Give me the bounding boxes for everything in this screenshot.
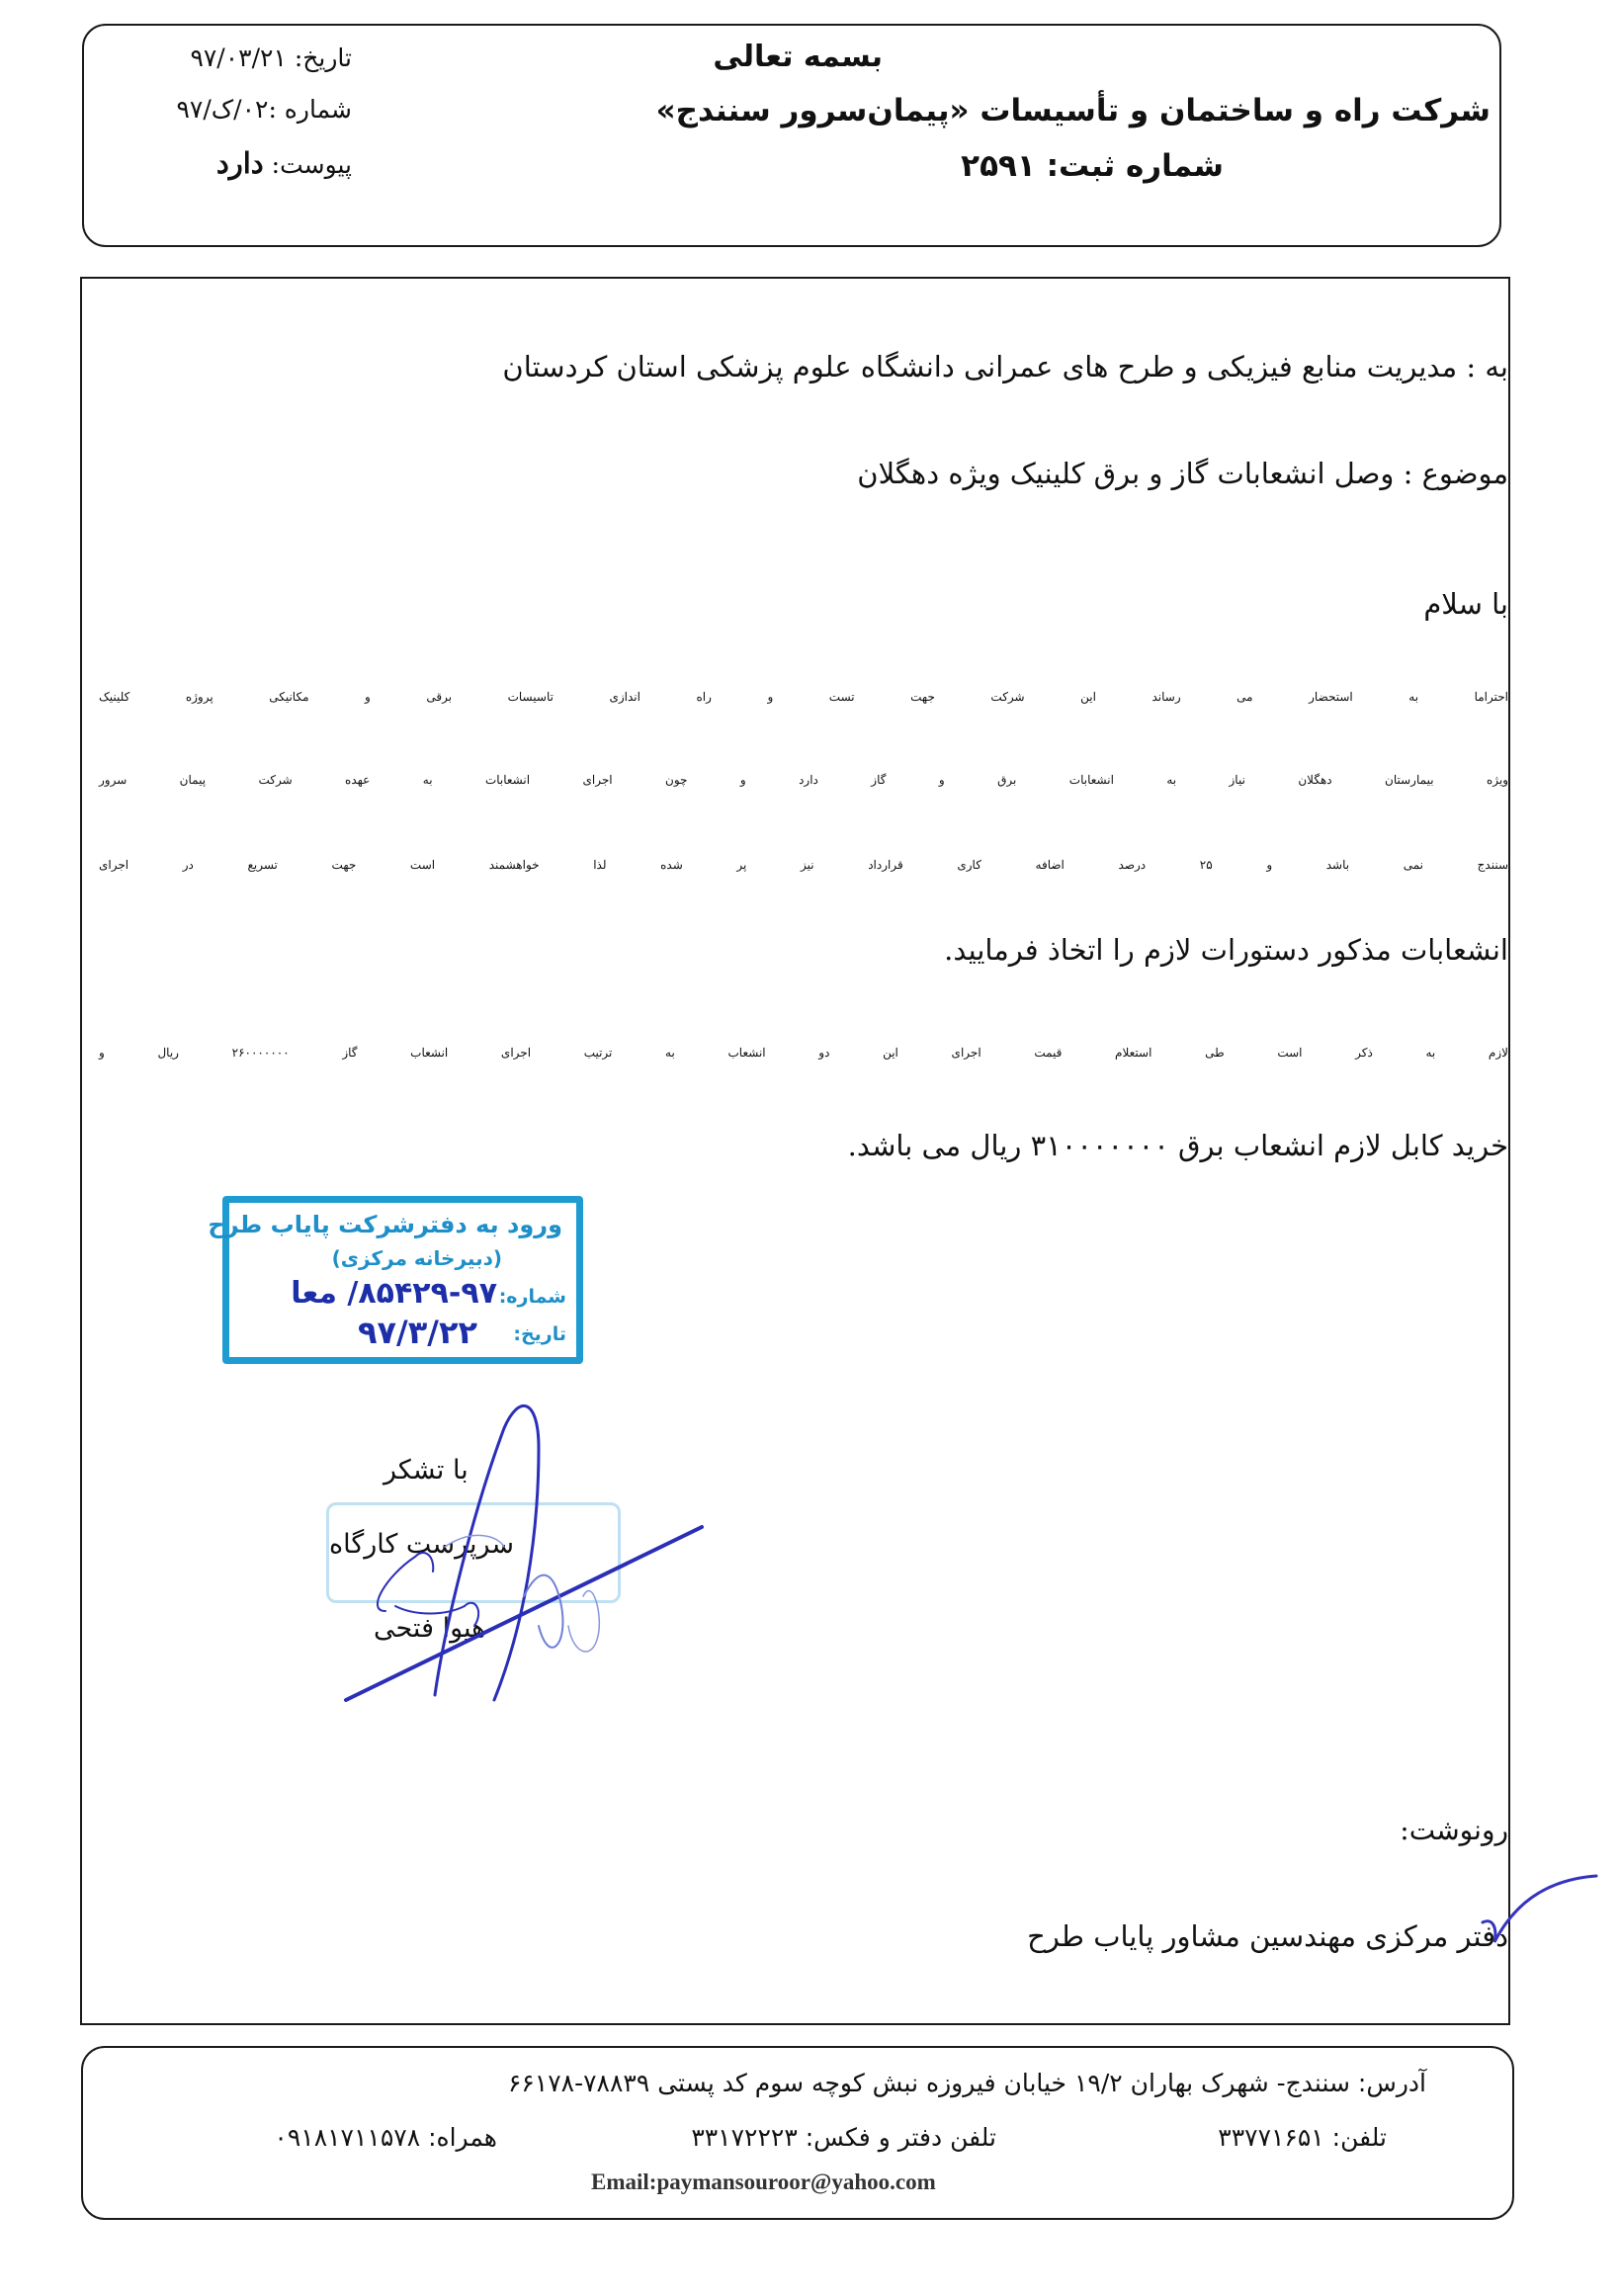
stamp-number-label: شماره: <box>498 1286 566 1308</box>
footer-phone: تلفن: ۳۳۷۷۱۶۵۱ <box>1218 2123 1387 2152</box>
subject-line: موضوع : وصل انشعابات گاز و برق کلینیک ویژه دهگلان <box>857 457 1508 490</box>
checkmark-icon <box>1473 1868 1611 1957</box>
recipient-line: به : مدیریت منابع فیزیکی و طرح های عمرانی دانشگاه علوم پزشکی استان کردستان <box>502 350 1508 383</box>
stamp-subtitle: (دبیرخانه مرکزی) <box>331 1246 502 1270</box>
stamp-date-label: تاریخ: <box>513 1323 566 1345</box>
paragraph1-line: احتراما به استحضار می رساند این شرکت جهت تست و راه اندازی تاسیسات برقی و مکانیکی پروژه کلینیک <box>99 690 1508 704</box>
closing: با تشکر <box>383 1455 469 1486</box>
signer-name: هیوا فتحی <box>374 1613 486 1644</box>
date-line <box>190 43 352 72</box>
receipt-stamp <box>208 1196 583 1364</box>
date-label: تاریخ: <box>294 43 352 72</box>
paragraph1-line: انشعابات مذکور دستورات لازم را اتخاذ فرمایید. <box>944 933 1508 967</box>
company-name: شرکت راه و ساختمان و تأسیسات «پیمان‌سرور سنندج» <box>655 93 1491 128</box>
footer-address: آدرس: سنندج- شهرک بهاران ۱۹/۲ خیابان فیروزه نبش کوچه سوم کد پستی ۷۸۸۳۹-۶۶۱۷۸ <box>507 2069 1426 2097</box>
signature-strokes <box>346 1405 702 1700</box>
greeting: با سلام <box>1423 587 1508 621</box>
paragraph2-line: خرید کابل لازم انشعاب برق ۳۱۰۰۰۰۰۰۰ ریال می باشد. <box>847 1129 1508 1162</box>
registration-number <box>961 148 1224 184</box>
paragraph2-line: لازم به ذکر است طی استعلام قیمت اجرای این دو انشعاب به ترتیب اجرای انشعاب گاز ۲۶۰۰۰۰۰۰۰ ریال و <box>99 1046 1508 1060</box>
paragraph1-line: ویژه بیمارستان دهگلان نیاز به انشعابات برق و گاز دارد و چون اجرای انشعابات به عهده شرکت پیمان سرور <box>99 773 1508 787</box>
date-value: ۹۷/۰۳/۲۱ <box>190 43 287 72</box>
cc-recipient: دفتر مرکزی مهندسین مشاور پایاب طرح <box>1027 1919 1508 1953</box>
stamp-number-value: ۸۵۴۲۹-۹۷/ معا <box>291 1276 497 1311</box>
stamp-date-value: ۹۷/۳/۲۲ <box>357 1314 477 1351</box>
paragraph1-line: سنندج نمی باشد و ۲۵ درصد اضافه کاری قرارداد نیز پر شده لذا خواهشمند است جهت تسریع در اجرای <box>99 858 1508 872</box>
attachment-value: دارد <box>215 146 264 180</box>
invocation: بسمه تعالی <box>713 40 883 74</box>
handwritten-signature <box>326 1389 741 1705</box>
footer-office-phone-fax: تلفن دفتر و فکس: ۳۳۱۷۲۲۲۳ <box>691 2123 996 2152</box>
number-value: ۰۲/ک/۹۷ <box>176 95 269 124</box>
attachment-line <box>216 146 352 180</box>
number-label: شماره : <box>268 95 352 124</box>
attachment-label: پیوست: <box>271 150 352 179</box>
registration-value: ۲۵۹۱ <box>961 148 1036 184</box>
footer-email: Email:paymansouroor@yahoo.com <box>591 2169 936 2194</box>
signer-title: سرپرست کارگاه <box>329 1529 514 1560</box>
stamp-title: ورود به دفترشرکت پایاب طرح <box>208 1211 562 1238</box>
registration-label: شماره ثبت: <box>1046 148 1224 184</box>
letter-number-line <box>176 95 352 124</box>
cc-label: رونوشت: <box>1400 1814 1508 1846</box>
footer-mobile: همراه: ۰۹۱۸۱۷۱۱۵۷۸ <box>274 2123 497 2152</box>
